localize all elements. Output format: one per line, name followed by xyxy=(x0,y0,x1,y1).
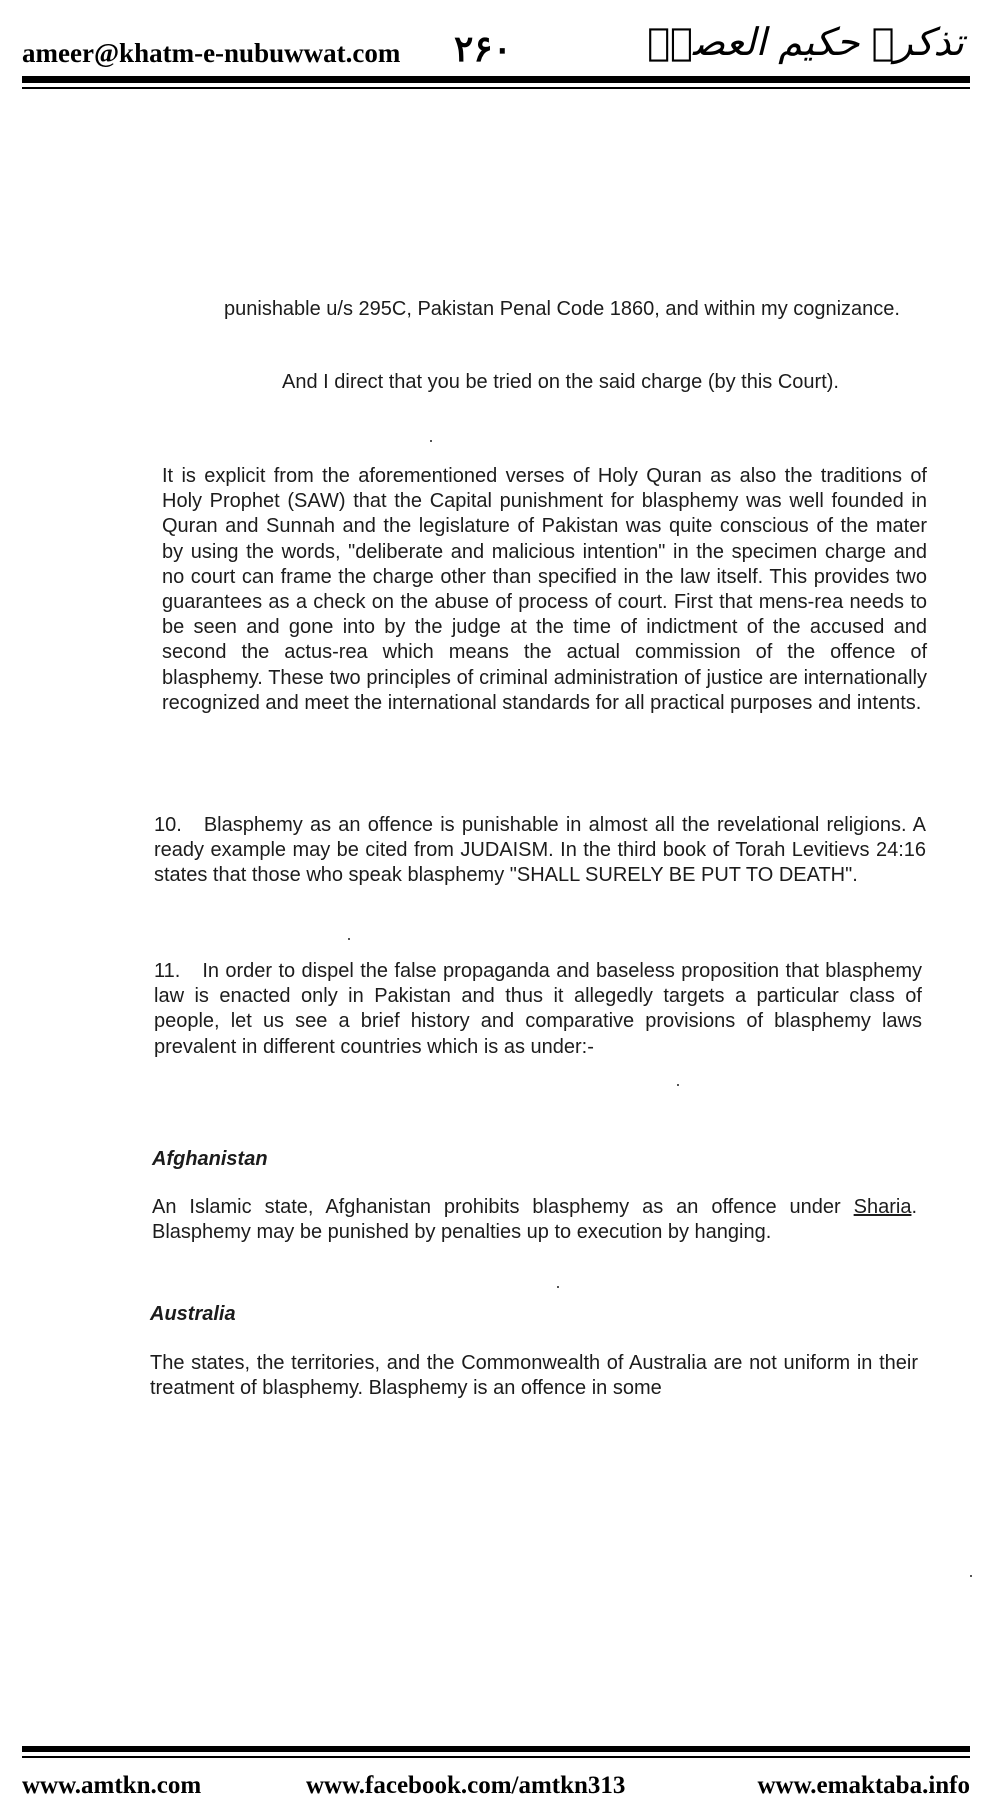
header-email[interactable]: ameer@khatm-e-nubuwwat.com xyxy=(22,38,401,68)
paragraph-10 xyxy=(154,813,926,889)
book-title: تذکرہ حکیم العصرؒ xyxy=(647,20,964,64)
charge-line: punishable u/s 295C, Pakistan Penal Code 1860, and within my cognizance. xyxy=(224,298,900,320)
explicit-paragraph: It is explicit from the aforementioned verses of Holy Quran as also the traditions of Holy Prophet (SAW) that the Capital punishment for blasphemy was well founded in Quran and Sunnah and the legislature of Pakistan was quite conscious of the mater by using the words, "deliberate and malicious intention" in the specimen charge and no court can frame the charge other than specified in the law itself. This provides two guarantees as a check on the abuse of process of court. First that mens-rea needs to be seen and gone into by the judge at the time of indictment of the accused and second the actus-rea which means the actual commission of the offence of blasphemy. These two principles of criminal administration of justice are internationally recognized and meet the international standards for all practical purposes and intents. xyxy=(162,465,927,714)
header-rule-thin xyxy=(22,87,970,89)
scan-speck xyxy=(557,1286,559,1288)
paragraph-11 xyxy=(154,959,922,1060)
page-header xyxy=(22,14,972,74)
afghanistan-text-end: . Blasphemy may be punished by penalties up to execution by hanging. xyxy=(152,1196,917,1244)
paragraph-10-text: Blasphemy as an offence is punishable in almost all the revelational religions. A ready example may be cited from JUDAISM. In the third book of Torah Levitievs 24:16 states that those who speak blasphemy "SHALL SURELY BE PUT TO DEATH". xyxy=(154,814,926,887)
paragraph-10-number: 10. xyxy=(154,814,182,836)
footer-link-emaktaba[interactable]: www.emaktaba.info xyxy=(757,1772,970,1799)
scan-speck xyxy=(970,1575,972,1577)
footer-link-amtkn[interactable]: www.amtkn.com xyxy=(22,1772,202,1799)
scan-speck xyxy=(677,1084,679,1086)
afghanistan-paragraph xyxy=(152,1195,917,1245)
scan-speck xyxy=(348,938,350,940)
australia-paragraph: The states, the territories, and the Commonwealth of Australia are not uniform in their treatment of blasphemy. Blasphemy is an offence in some xyxy=(150,1352,918,1400)
footer-rule-thick xyxy=(22,1746,970,1752)
footer-link-facebook[interactable]: www.facebook.com/amtkn313 xyxy=(306,1772,626,1799)
header-rule-thick xyxy=(22,76,970,83)
direct-line: And I direct that you be tried on the said charge (by this Court). xyxy=(282,371,839,393)
sharia-link[interactable]: Sharia xyxy=(853,1196,912,1218)
afghanistan-text-start: An Islamic state, Afghanistan prohibits blasphemy as an offence under xyxy=(152,1196,854,1218)
page-number: ۲۶۰ xyxy=(454,28,513,70)
paragraph-11-text: In order to dispel the false propaganda and baseless proposition that blasphemy law is enacted only in Pakistan and thus it allegedly targets a particular class of people, let us see a brief history and comparative provisions of blasphemy laws prevalent in different countries which is as under:- xyxy=(154,960,922,1058)
scan-speck xyxy=(430,440,432,442)
afghanistan-heading: Afghanistan xyxy=(152,1148,268,1170)
paragraph-11-number: 11. xyxy=(154,960,181,982)
footer-rule-thin xyxy=(22,1756,970,1758)
australia-heading: Australia xyxy=(150,1303,236,1325)
page-footer xyxy=(22,1772,970,1808)
